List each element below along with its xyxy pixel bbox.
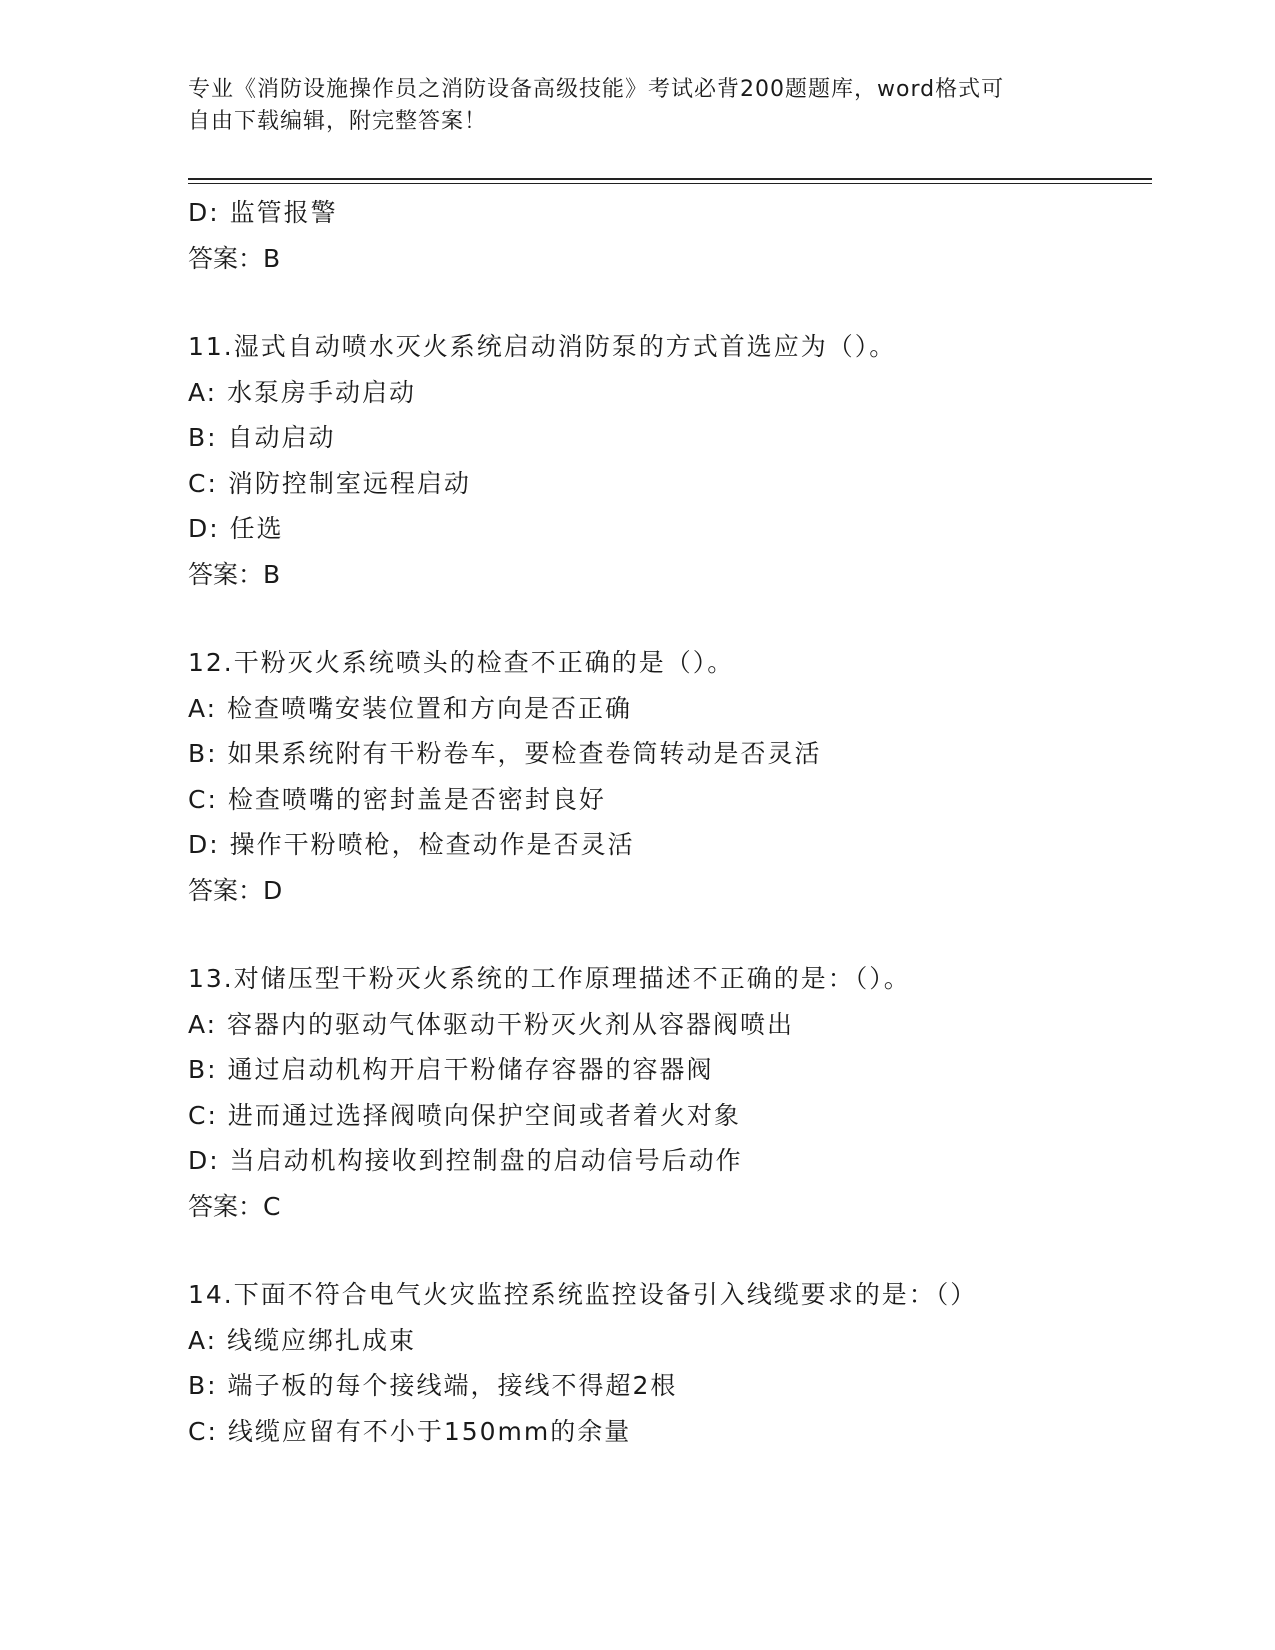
header-divider-thin [188,183,1152,184]
option-c: C: 进而通过选择阀喷向保护空间或者着火对象 [188,1100,741,1130]
question-11 [188,324,1152,597]
option-a: A: 检查喷嘴安装位置和方向是否正确 [188,693,633,723]
option-d: D: 当启动机构接收到控制盘的启动信号后动作 [188,1146,743,1175]
question-14 [188,1272,1152,1454]
option-d: D: 任选 [188,514,284,543]
document-header [188,74,1068,138]
option-a: A: 水泵房手动启动 [188,377,417,407]
answer-line: 答案：C [188,1191,281,1221]
question-stem: 11.湿式自动喷水灭火系统启动消防泵的方式首选应为（）。 [188,332,897,361]
header-line-1: 专业《消防设施操作员之消防设备高级技能》考试必背200题题库，word格式可 [188,77,1005,102]
header-line-2: 自由下载编辑，附完整答案！ [188,109,488,134]
question-stem: 14.下面不符合电气火灾监控系统监控设备引入线缆要求的是：（） [188,1280,978,1309]
option-b: B: 端子板的每个接线端，接线不得超2根 [188,1371,678,1400]
option-c: C: 检查喷嘴的密封盖是否密封良好 [188,784,606,814]
option-b: B: 通过启动机构开启干粉储存容器的容器阀 [188,1055,714,1084]
question-13 [188,956,1152,1229]
question-list [188,190,1152,1454]
option-c: C: 消防控制室远程启动 [188,468,471,498]
question-12 [188,640,1152,913]
option-c: C: 线缆应留有不小于150mm的余量 [188,1416,632,1446]
option-b: B: 如果系统附有干粉卷车，要检查卷筒转动是否灵活 [188,739,822,768]
header-divider-thick [188,178,1152,180]
answer-line: 答案：D [188,875,283,905]
question-stem: 13.对储压型干粉灭火系统的工作原理描述不正确的是：（）。 [188,964,911,993]
question-10-tail [188,190,1152,281]
option-d: D: 监管报警 [188,198,338,227]
option-a: A: 线缆应绑扎成束 [188,1325,417,1355]
option-a: A: 容器内的驱动气体驱动干粉灭火剂从容器阀喷出 [188,1009,795,1039]
question-stem: 12.干粉灭火系统喷头的检查不正确的是（）。 [188,648,735,677]
answer-line: 答案：B [188,243,281,273]
option-d: D: 操作干粉喷枪，检查动作是否灵活 [188,830,635,859]
option-b: B: 自动启动 [188,423,336,452]
answer-line: 答案：B [188,559,281,589]
